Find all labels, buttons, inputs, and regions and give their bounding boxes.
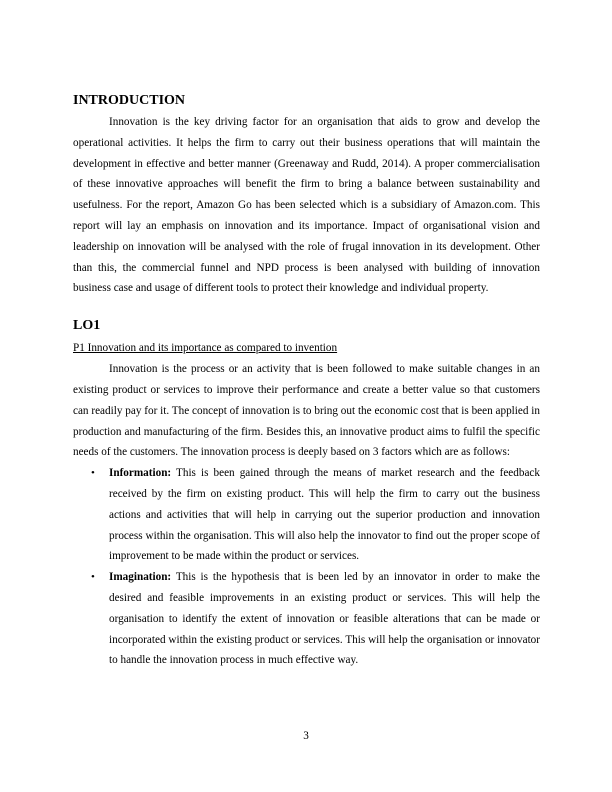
page-number: 3: [303, 730, 309, 742]
bullet-term: Imagination:: [109, 571, 172, 584]
bullet-text: This is the hypothesis that is been led by an innovator in order to make the desired and feasible improvements in an existing product or services. This will help the organisation to identify the extent of innovation or feasible alterations that can be made or incorporated within the existing product or services. This will help the organisation or innovator to handle the innovation process in much effective way.: [109, 571, 540, 667]
list-item: [73, 463, 540, 567]
lo1-heading: LO1: [73, 318, 101, 334]
introduction-paragraph: Innovation is the key driving factor for an organisation that aids to grow and develop the operational activities. It helps the firm to carry out their business operations that will maintain the development in effective and better manner (Greenaway and Rudd, 2014). A proper commercialisation of these innovative approaches will benefit the firm to bring a balance between sustainability and usefulness. For the report, Amazon Go has been selected which is a subsidiary of Amazon.com. This report will lay an emphasis on innovation and its importance. Impact of organisational vision and leadership on innovation will be analysed with the role of frugal innovation in its development. Other than this, the commercial funnel and NPD process is been analysed with building of innovation business case and usage of different tools to protect their knowledge and individual property.: [73, 116, 540, 295]
bullet-icon: •: [91, 571, 95, 584]
bullet-text: This is been gained through the means of market research and the feedback received by the firm on existing product. This will help the firm to carry out the business actions and activities that will help in carrying out the superior production and innovation process within the organisation. This will also help the innovator to find out the proper scope of improvement to be made within the product or services.: [109, 467, 540, 563]
bullet-term: Information:: [109, 467, 172, 480]
bullet-icon: •: [91, 467, 95, 480]
list-item: [73, 567, 540, 671]
innovation-factors-list: [73, 463, 540, 671]
p1-subheading: P1 Innovation and its importance as compared to invention: [73, 342, 338, 355]
document-page: [73, 92, 540, 671]
lo1-paragraph: Innovation is the process or an activity that is been followed to make suitable changes in an existing product or services to improve their performance and create a better value so that customers can readily pay for it. The concept of innovation is to bring out the economic cost that is been applied in production and manufacturing of the firm. Besides this, an innovative product aims to fulfil the specific needs of the customers. The innovation process is deeply based on 3 factors which are as follows:: [73, 363, 540, 459]
introduction-heading: INTRODUCTION: [73, 93, 186, 108]
